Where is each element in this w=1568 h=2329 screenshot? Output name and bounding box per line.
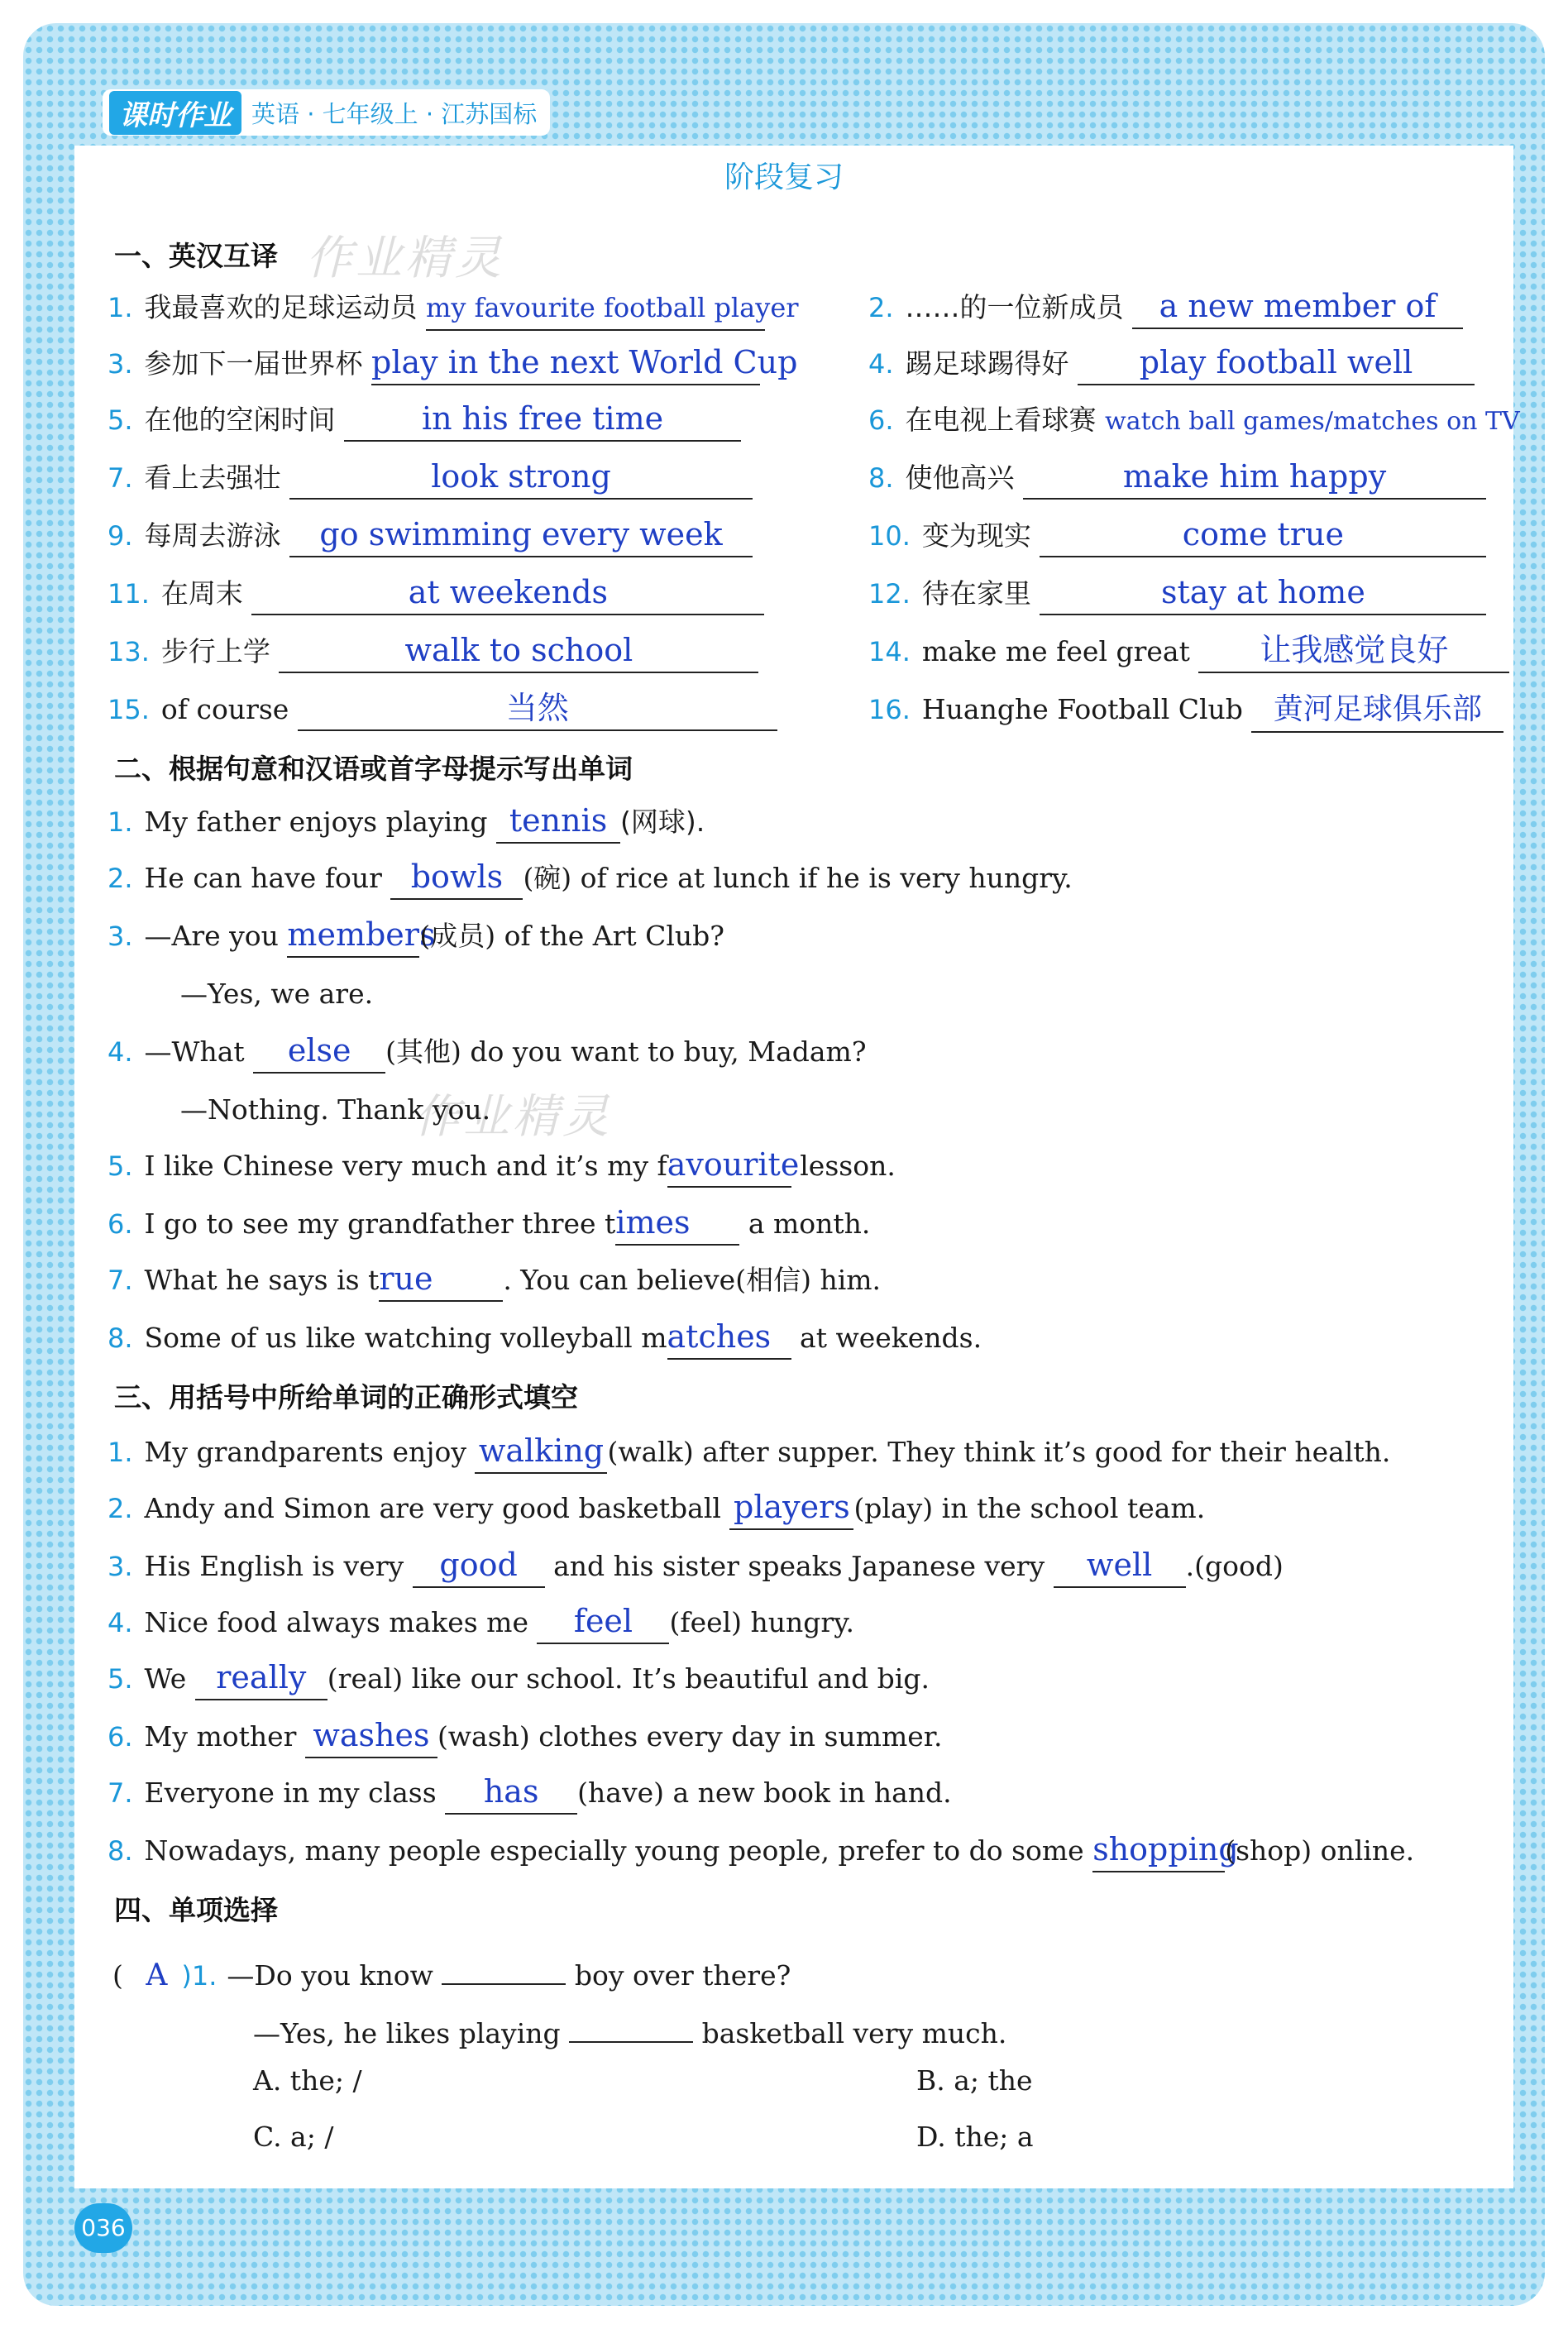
watermark: 作业精灵 [414,1090,612,1144]
fill-item-7: 7. What he says is true . You can believe(相信) him. [108,1262,881,1302]
answer-blank[interactable]: a new member of [1132,291,1463,329]
answer-blank[interactable]: tennis [496,806,620,844]
answer-blank[interactable]: atches [667,1322,791,1360]
fill-item-1: 1. My father enjoys playing tennis (网球). [108,804,705,844]
choice-question-1-line2: —Yes, he likes playing basketball very much. [253,2005,1006,2052]
section-2-title: 二、根据句意和汉语或首字母提示写出单词 [114,753,633,785]
answer-blank[interactable]: 当然 [298,693,777,731]
choice-question-1: ( A )1. —Do you know boy over there? [112,1947,791,1994]
answer-blank[interactable]: go swimming every week [289,519,753,557]
answer-blank[interactable]: watch ball games/matches on TV [1105,407,1520,436]
fill-item-5: 5. I like Chinese very much and it’s my favourite lesson. [108,1148,896,1188]
form-item-7: 7. Everyone in my class has (have) a new book in hand. [108,1775,952,1815]
fill-item-3: 3. —Are you members(成员) of the Art Club? [108,918,724,958]
fill-item-8: 8. Some of us like watching volleyball matches at weekends. [108,1320,982,1360]
answer-blank[interactable]: else [253,1035,385,1074]
form-item-6: 6. My mother washes (wash) clothes every day in summer. [108,1719,942,1758]
brand-subtitle: 英语 · 七年级上 · 江苏国标 [251,99,538,128]
answer-blank[interactable]: really [195,1662,327,1700]
translation-item-11: 11. 在周末 at weekends [108,576,764,615]
translation-item-9: 9. 每周去游泳 go swimming every week [108,518,753,557]
watermark: 作业精灵 [306,232,504,285]
book-brand [103,89,550,136]
answer-blank[interactable]: good [413,1550,545,1588]
choice-answer[interactable]: A [146,1958,168,1992]
section-1-title: 一、英汉互译 [114,240,278,272]
choice-option-a[interactable]: A. the; / [253,2064,362,2097]
form-item-5: 5. We really (real) like our school. It’s beautiful and big. [108,1661,930,1700]
answer-blank[interactable]: imes [615,1208,739,1246]
translation-item-3: 3. 参加下一届世界杯 play in the next World Cup [108,346,760,385]
form-item-1: 1. My grandparents enjoy walking (walk) after supper. They think it’s good for their health. [108,1434,1390,1474]
answer-blank[interactable]: make him happy [1023,461,1486,500]
form-item-3: 3. His English is very good and his sister speaks Japanese very well .(good) [108,1548,1284,1588]
form-item-2: 2. Andy and Simon are very good basketball players (play) in the school team. [108,1490,1205,1530]
brand-logo: 课时作业 [109,91,241,135]
translation-item-6: 6. 在电视上看球赛 watch ball games/matches on TV [868,402,1485,443]
answer-blank[interactable]: play football well [1078,347,1475,385]
answer-blank[interactable]: look strong [289,461,753,500]
answer-blank[interactable]: at weekends [251,577,764,615]
choice-option-c[interactable]: C. a; / [253,2121,334,2153]
section-4-title: 四、单项选择 [114,1894,278,1926]
answer-blank[interactable]: in his free time [344,404,741,442]
translation-item-4: 4. 踢足球踢得好 play football well [868,346,1475,385]
answer-blank[interactable]: has [445,1777,577,1815]
fill-item-3-reply: —Yes, we are. [180,978,374,1010]
translation-item-13: 13. 步行上学 walk to school [108,634,758,673]
translation-item-12: 12. 待在家里 stay at home [868,576,1486,615]
answer-blank[interactable]: come true [1040,519,1486,557]
choice-option-d[interactable]: D. the; a [916,2121,1034,2153]
answer-blank[interactable]: 黄河足球俱乐部 [1251,695,1503,733]
answer-blank[interactable]: bowls [390,862,523,900]
translation-item-15: 15. of course 当然 [108,691,777,731]
translation-item-14: 14. make me feel great 让我感觉良好 [868,634,1509,673]
fill-item-6: 6. I go to see my grandfather three times a month. [108,1206,870,1246]
section-3-title: 三、用括号中所给单词的正确形式填空 [114,1381,578,1413]
page-title: 阶段复习 [724,160,844,194]
translation-item-5: 5. 在他的空闲时间 in his free time [108,402,741,442]
answer-blank[interactable]: rue [379,1264,503,1302]
fill-item-4: 4. —What else (其他) do you want to buy, Madam? [108,1034,867,1074]
answer-blank[interactable]: walking [475,1436,607,1474]
fill-item-2: 2. He can have four bowls (碗) of rice at lunch if he is very hungry. [108,860,1073,900]
form-item-8: 8. Nowadays, many people especially young people, prefer to do some shopping(shop) online. [108,1833,1414,1872]
answer-blank[interactable]: walk to school [279,635,758,673]
translation-item-8: 8. 使他高兴 make him happy [868,460,1486,500]
answer-blank[interactable]: avourite [667,1150,791,1188]
answer-blank[interactable]: stay at home [1040,577,1486,615]
answer-blank[interactable]: well [1054,1550,1186,1588]
answer-blank[interactable] [442,1947,566,1985]
fill-item-4-reply: —Nothing. Thank you. [180,1093,491,1126]
translation-item-7: 7. 看上去强壮 look strong [108,460,753,500]
answer-blank[interactable]: players [729,1492,853,1530]
answer-blank[interactable]: 让我感觉良好 [1198,635,1509,673]
choice-option-b[interactable]: B. a; the [916,2064,1033,2097]
translation-item-16: 16. Huanghe Football Club 黄河足球俱乐部 [868,691,1503,733]
answer-blank[interactable]: shopping [1092,1834,1225,1872]
translation-item-1: 1. 我最喜欢的足球运动员 my favourite football player [108,289,765,331]
answer-blank[interactable]: washes [305,1720,437,1758]
answer-blank[interactable]: my favourite football player [426,293,765,331]
answer-blank[interactable]: members [287,920,419,958]
form-item-4: 4. Nice food always makes me feel (feel) hungry. [108,1604,854,1644]
translation-item-10: 10. 变为现实 come true [868,518,1486,557]
answer-blank[interactable]: play in the next World Cup [371,347,760,385]
answer-blank[interactable]: feel [537,1606,669,1644]
answer-blank[interactable] [569,2005,693,2043]
translation-item-2: 2. ……的一位新成员 a new member of [868,289,1463,329]
page-number: 036 [74,2203,132,2253]
